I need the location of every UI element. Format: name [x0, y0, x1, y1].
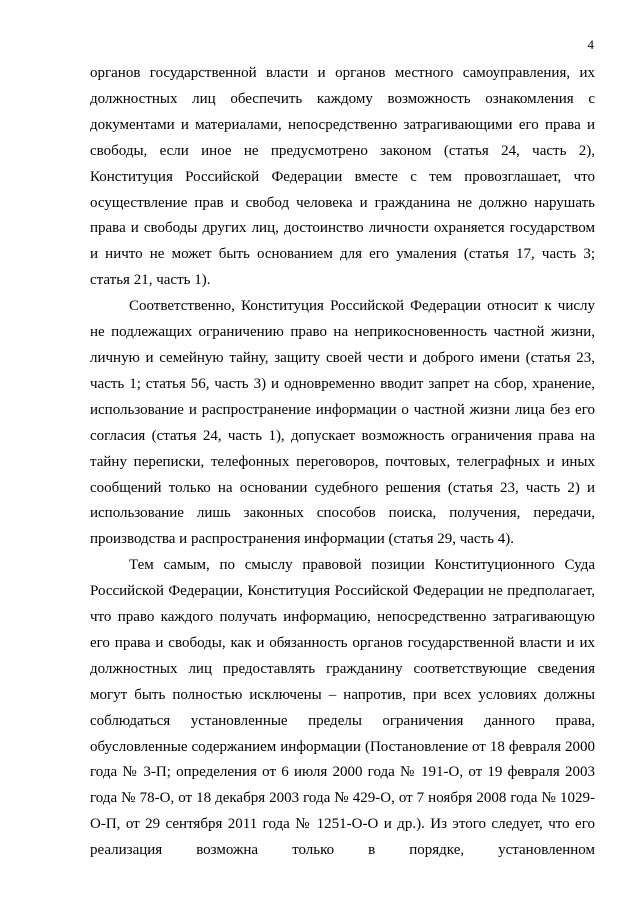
document-body — [90, 61, 595, 864]
paragraph-constitution-privacy: Соответственно, Конституция Российской Федерации относит к числу не подлежащих ограничению право на неприкосновенность частной жизни, личную и семейную тайну, защиту своей чести и доброго имени (статья 23, часть 1; статья 56, часть 3) и одновременно вводит запрет на сбор, хранение, использование и распространение информации о частной жизни лица без его согласия (статья 24, часть 1), допускает возможность ограничения права на тайну переписки, телефонных переговоров, почтовых, телеграфных и иных сообщений только на основании судебного решения (статья 23, часть 2) и использование лишь законных способов поиска, получения, передачи, производства и распространения информации (статья 29, часть 4). — [90, 298, 595, 548]
paragraph-legal-position: Тем самым, по смыслу правовой позиции Конституционного Суда Российской Федерации, Конституция Российской Федерации не предполагает, что право каждого получать информацию, непосредственно затрагивающую его права и свободы, как и обязанность органов государственной власти и их должностных лиц предоставлять гражданину соответствующие сведения могут быть полностью исключены – напротив, при всех условиях должны соблюдаться установленные пределы ограничения данного права, обусловленные содержанием информации (Постановление от 18 февраля 2000 года № 3-П; определения от 6 июля 2000 года № 191-О, от 19 февраля 2003 года № 78-О, от 18 декабря 2003 года № 429-О, от 7 ноября 2008 года № 1029-О-П, от 29 сентября 2011 года № 1251-О-О и др.). Из этого следует, что его реализация возможна только в порядке, установленном — [90, 557, 595, 859]
page-number: 4 — [587, 37, 594, 52]
paragraph-continued: органов государственной власти и органов местного самоуправления, их должностных лиц обеспечить каждому возможность ознакомления с документами и материалами, непосредственно затрагивающими его права и свободы, если иное не предусмотрено законом (статья 24, часть 2), Конституция Российской Федерации вместе с тем провозглашает, что осуществление прав и свобод человека и гражданина не должно нарушать права и свободы других лиц, достоинство личности охраняется государством и ничто не может быть основанием для его умаления (статья 17, часть 3; статья 21, часть 1). — [90, 65, 595, 289]
